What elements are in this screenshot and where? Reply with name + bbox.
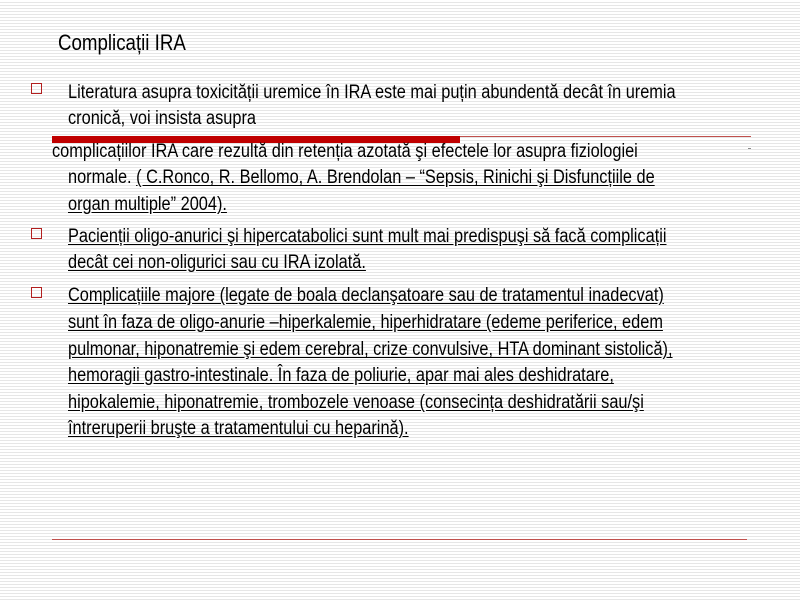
slide-title: Complicații IRA [58,30,186,55]
bullet-icon [31,83,42,94]
citation-part-2: organ multiple” 2004). [68,194,227,215]
bullet-3-line-1: Complicațiile majore (legate de boala declanşatoare sau de tratamentul inadecvat) [68,285,664,306]
bullet-2-line-2: decât cei non-oligurici sau cu IRA izolată. [68,252,366,273]
bullet-1-line-1: Literatura asupra toxicității uremice în IRA este mai puțin abundentă decât în uremia [68,82,676,103]
bullet-3-line-5: hipokalemie, hiponatremie, trombozele venoase (consecința deshidratării sau/şi [68,392,644,413]
bullet-2-line-1: Pacienții oligo-anurici şi hipercatabolici sunt mult mai predispuşi să facă complicații [68,226,667,247]
footer-rule [52,539,747,540]
bullet-1-line-4 [68,166,655,190]
bullet-3-line-6: întreruperii bruşte a tratamentului cu heparină). [68,418,409,439]
bullet-1-line-4-plain: normale. [68,167,137,188]
bullet-3-line-2: sunt în faza de oligo-anurie –hiperkalemie, hiperhidratare (edeme periferice, edem [68,312,663,333]
citation-part-1: ( C.Ronco, R. Bellomo, A. Brendolan – “Sepsis, Rinichi şi Disfuncțiile de [136,167,655,188]
bullet-1-line-2: cronică, voi insista asupra [68,108,257,129]
bullet-icon [31,228,42,239]
header-rule [460,136,751,137]
bullet-3-line-4: hemoragii gastro-intestinale. În faza de poliurie, apar mai ales deshidratare, [68,365,614,386]
bullet-3-line-3: pulmonar, hiponatremie şi edem cerebral, crize convulsive, HTA dominant sistolică), [68,339,673,360]
bullet-icon [31,287,42,298]
rule-tick [748,148,751,149]
bullet-1-line-3: complicațiilor IRA care rezultă din retenția azotată şi efectele lor asupra fiziologiei [52,141,638,162]
